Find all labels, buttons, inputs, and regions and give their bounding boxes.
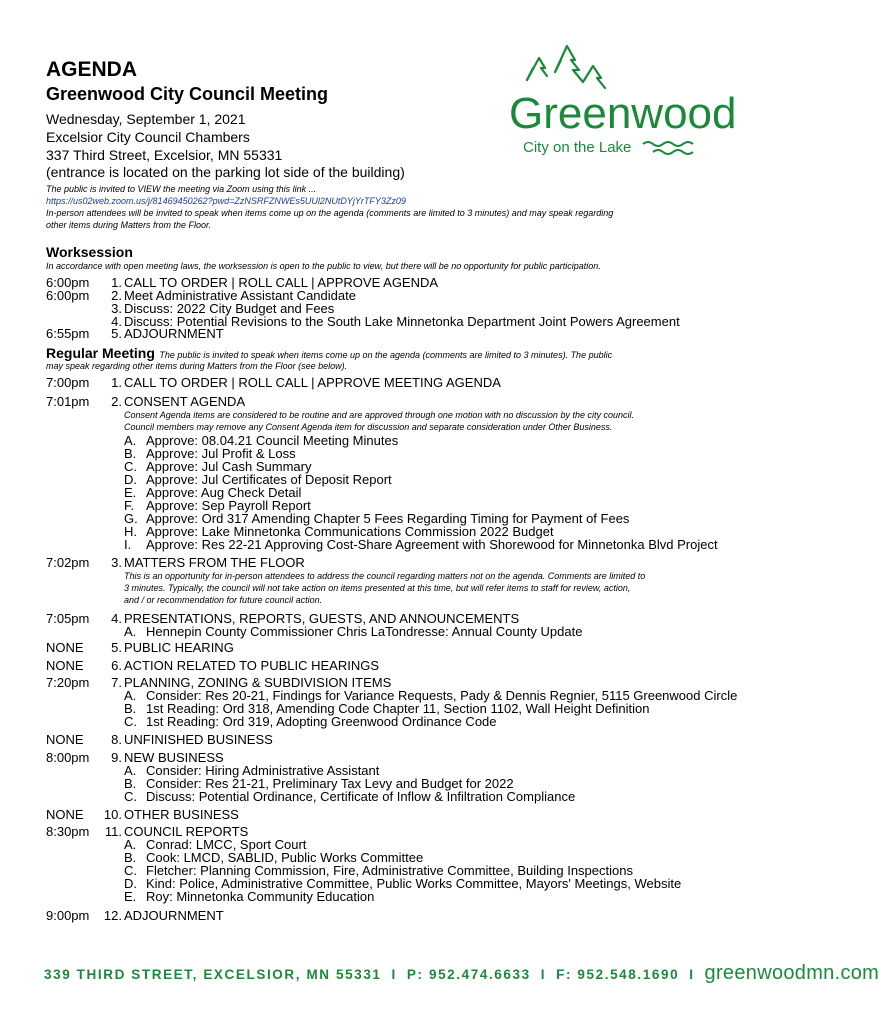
- waves-icon: [643, 142, 693, 154]
- footer-address: 339 THIRD STREET, EXCELSIOR, MN 55331: [44, 967, 382, 982]
- worksession-note: In accordance with open meeting laws, the worksession is open to the public to view, but there will be no opportunity for public participation.: [46, 261, 601, 271]
- regular-meeting-note-line1: The public is invited to speak when items come up on the agenda (comments are limited to 3 minutes). The public: [159, 350, 613, 360]
- consent-note-line1: Consent Agenda items are considered to be routine and are approved through one motion with no discussion by the city council.: [124, 410, 634, 420]
- footer: [44, 962, 879, 985]
- sub-item: F. Approve: Sep Payroll Report: [124, 498, 311, 513]
- footer-phone: P: 952.474.6633: [406, 967, 531, 982]
- worksession-heading: Worksession: [46, 244, 133, 260]
- sub-item: A. Conrad: LMCC, Sport Court: [124, 837, 307, 852]
- sub-item: B. Consider: Res 21-21, Preliminary Tax Levy and Budget for 2022: [124, 776, 514, 791]
- sub-item: H. Approve: Lake Minnetonka Communications Commission 2022 Budget: [124, 524, 554, 539]
- sub-item: B. Approve: Jul Profit & Loss: [124, 446, 296, 461]
- logo-wordmark: Greenwood: [509, 89, 737, 138]
- sub-item: B. 1st Reading: Ord 318, Amending Code Chapter 11, Section 1102, Wall Height Definition: [124, 701, 650, 716]
- regular-meeting-note-line2: may speak regarding other items during Matters from the Floor (see below).: [46, 361, 348, 371]
- sub-item: B. Cook: LMCD, SABLID, Public Works Committee: [124, 850, 424, 865]
- agenda-title: AGENDA: [46, 58, 138, 81]
- in-person-note-line1: In-person attendees will be invited to speak when items come up on the agenda (comments are limited to 3 minutes) and may speak regarding: [46, 208, 614, 218]
- sub-item: A. Consider: Res 20-21, Findings for Variance Requests, Pady & Dennis Regnier, 5115 Greenwood Circle: [124, 688, 738, 703]
- tree-icon: [505, 36, 737, 166]
- sub-item: G. Approve: Ord 317 Amending Chapter 5 Fees Regarding Timing for Payment of Fees: [124, 511, 630, 526]
- sub-item: E. Roy: Minnetonka Community Education: [124, 889, 375, 904]
- meeting-subtitle: Greenwood City Council Meeting: [46, 84, 329, 104]
- footer-fax: F: 952.548.1690: [556, 967, 680, 982]
- consent-note-line2: Council members may remove any Consent Agenda item for discussion and separate consideration under Other Business.: [124, 422, 613, 432]
- meeting-venue: Excelsior City Council Chambers: [46, 129, 250, 145]
- logo-tagline: City on the Lake: [523, 139, 632, 156]
- sub-item: I. Approve: Res 22-21 Approving Cost-Share Agreement with Shorewood for Minnetonka Blvd Project: [124, 537, 718, 552]
- meeting-date: Wednesday, September 1, 2021: [46, 111, 246, 127]
- sub-item: A. Hennepin County Commissioner Chris LaTondresse: Annual County Update: [124, 624, 583, 639]
- sub-item: C. 1st Reading: Ord 319, Adopting Greenwood Ordinance Code: [124, 714, 497, 729]
- zoom-link[interactable]: https://us02web.zoom.us/j/81469450262?pwd=ZzNSRFZNWEs5UUl2NUtDYjYrTFY3Zz09: [46, 196, 406, 206]
- meeting-address: 337 Third Street, Excelsior, MN 55331: [46, 147, 283, 163]
- sub-item: E. Approve: Aug Check Detail: [124, 485, 302, 500]
- sub-item: A. Approve: 08.04.21 Council Meeting Minutes: [124, 433, 399, 448]
- footer-website-link[interactable]: greenwoodmn.com: [704, 962, 879, 984]
- footer-separator: I: [689, 967, 695, 982]
- sub-item: D. Approve: Jul Certificates of Deposit Report: [124, 472, 392, 487]
- in-person-note-line2: other items during Matters from the Floor.: [46, 220, 212, 230]
- matters-note-line2: 3 minutes. Typically, the council will not take action on items presented at this time, but will refer items to staff for review, action,: [124, 583, 631, 593]
- sub-item: A. Consider: Hiring Administrative Assistant: [124, 763, 380, 778]
- sub-item: C. Approve: Jul Cash Summary: [124, 459, 312, 474]
- footer-separator: I: [391, 967, 397, 982]
- sub-item: C. Discuss: Potential Ordinance, Certificate of Inflow & Infiltration Compliance: [124, 789, 576, 804]
- greenwood-logo: [505, 36, 737, 166]
- matters-note-line1: This is an opportunity for in-person attendees to address the council regarding matters not on the agenda. Comments are limited to: [124, 571, 646, 581]
- sub-item: C. Fletcher: Planning Commission, Fire, Administrative Committee, Building Inspections: [124, 863, 633, 878]
- footer-separator: I: [540, 967, 547, 982]
- sub-item: D. Kind: Police, Administrative Committee, Public Works Committee, Mayors' Meetings, Website: [124, 876, 682, 891]
- zoom-invite-text: The public is invited to VIEW the meeting via Zoom using this link ...: [46, 184, 317, 194]
- matters-note-line3: and / or recommendation for future council action.: [124, 595, 323, 605]
- entrance-note: (entrance is located on the parking lot side of the building): [46, 164, 405, 180]
- regular-meeting-heading: Regular Meeting: [46, 345, 155, 361]
